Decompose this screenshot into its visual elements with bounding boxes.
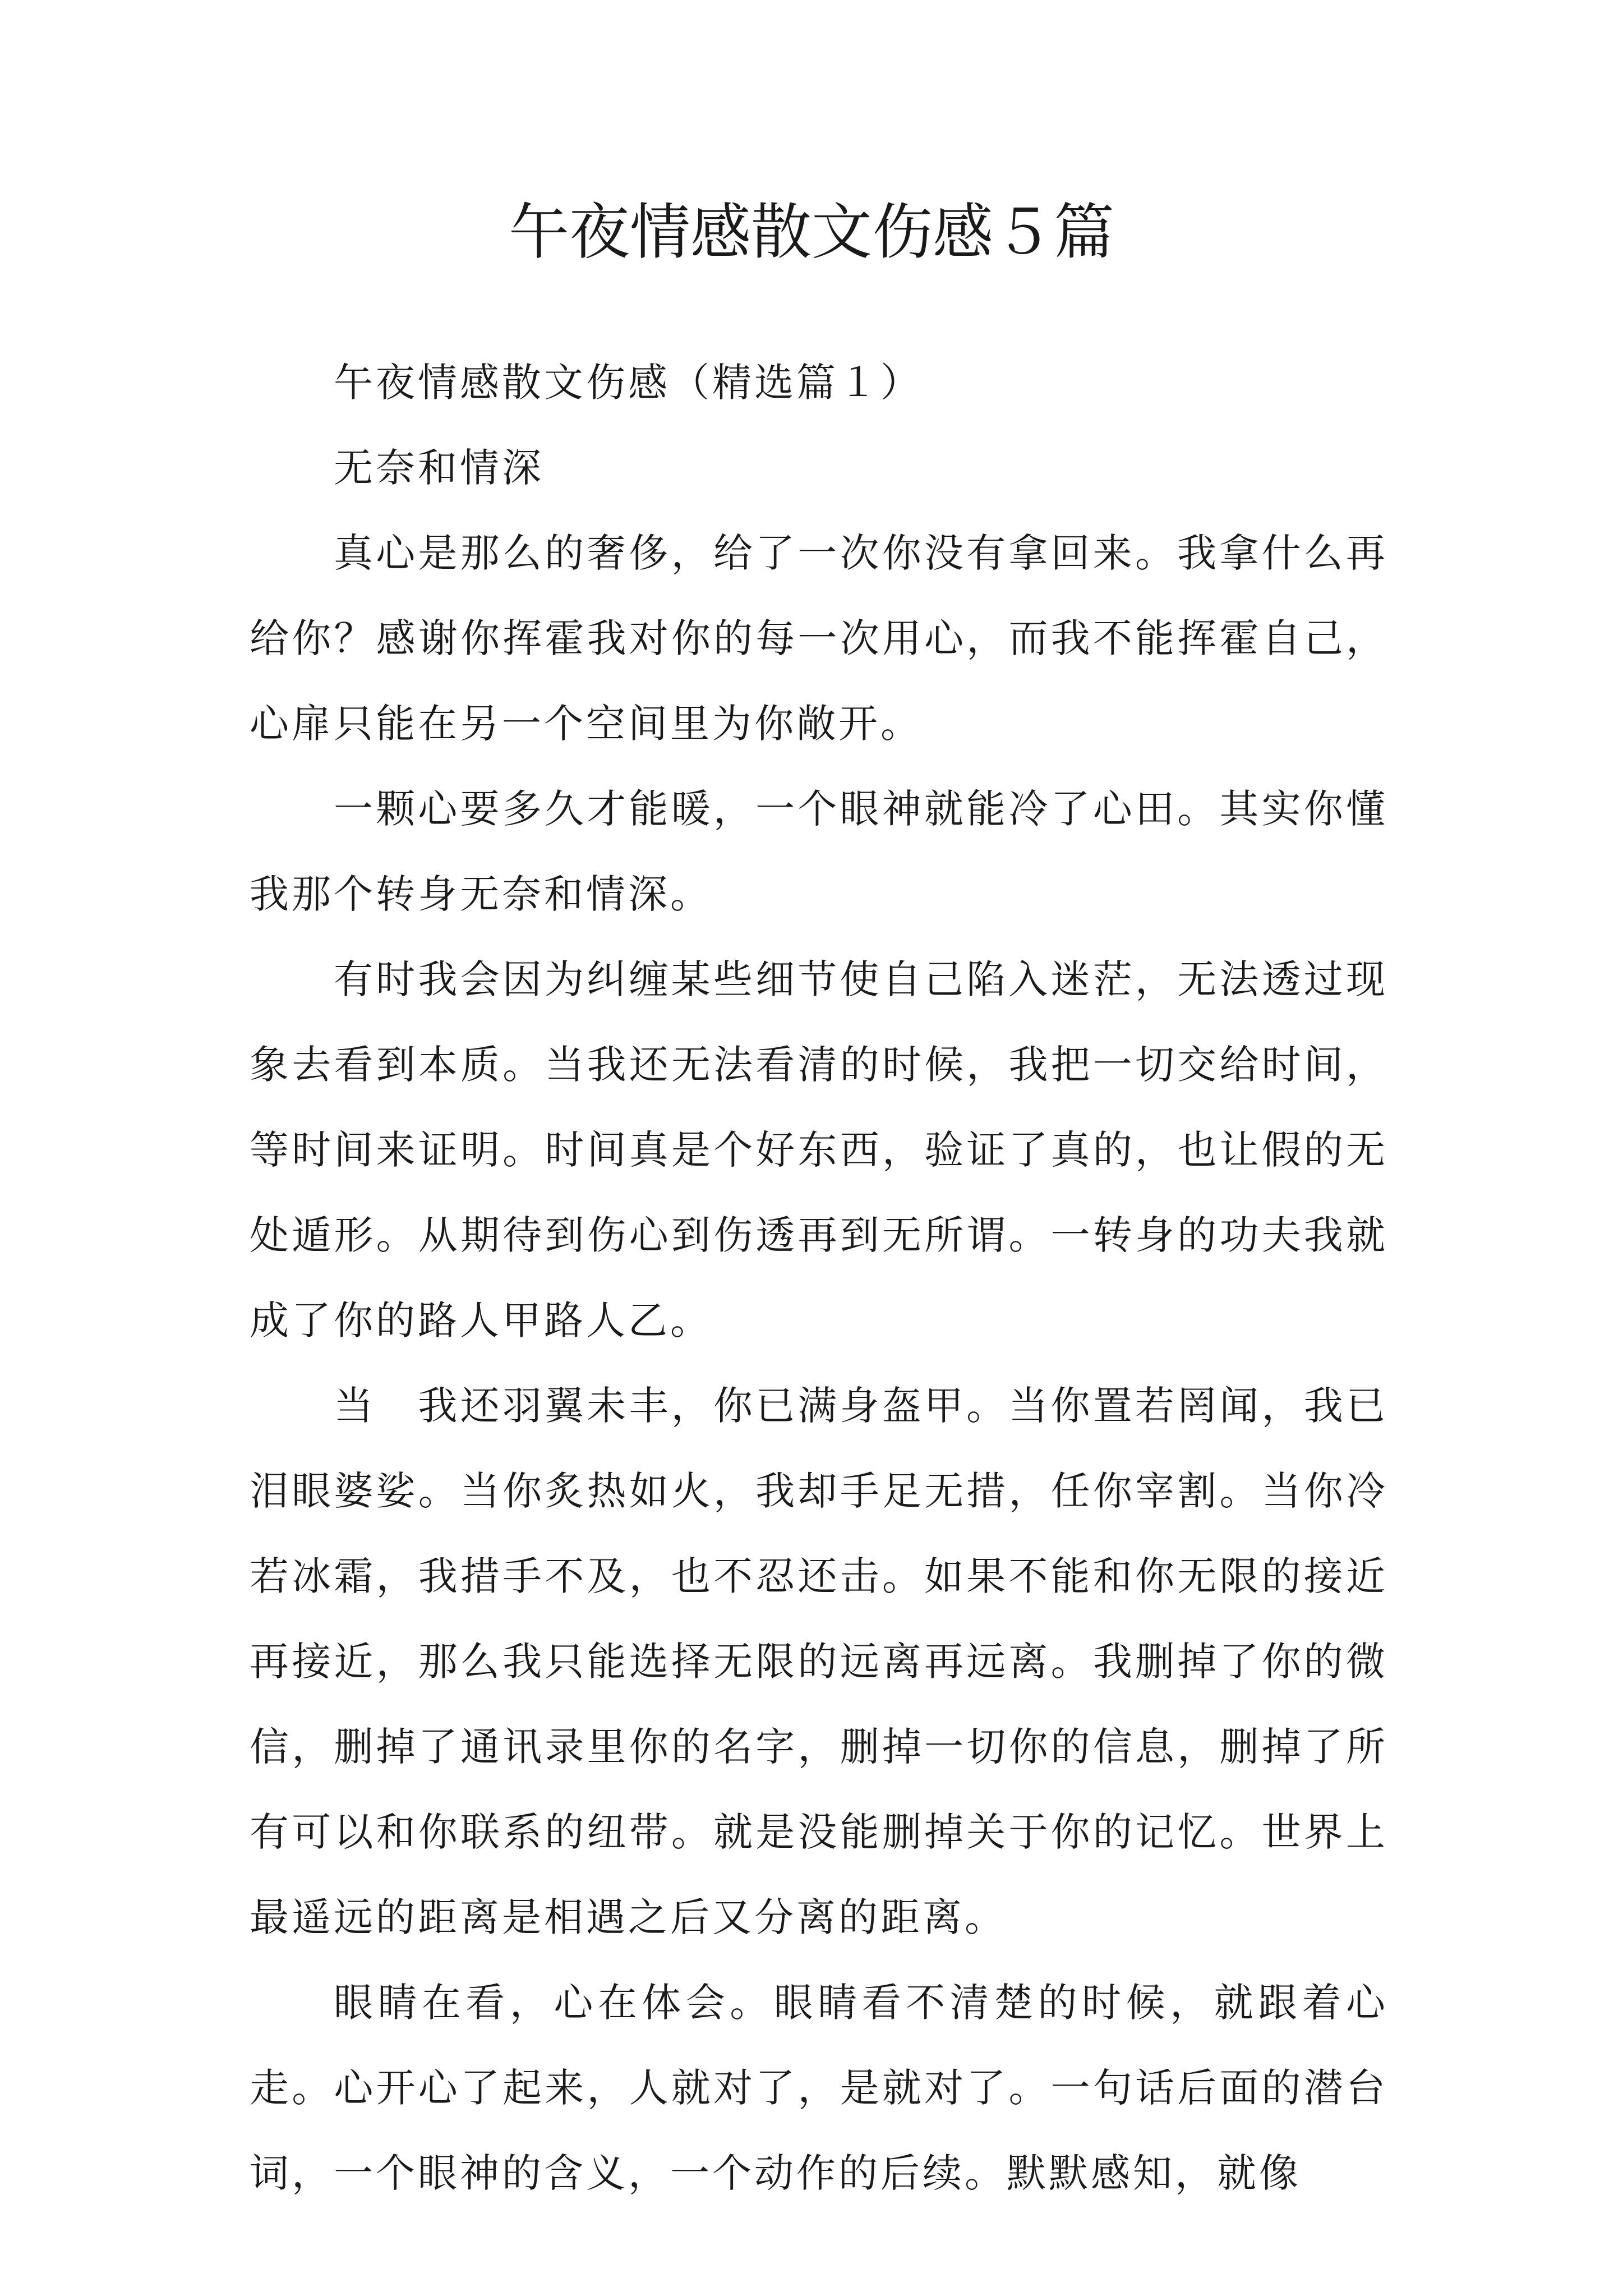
document-title: 午夜情感散文伤感５篇 bbox=[508, 197, 1114, 268]
paragraph: 有时我会因为纠缠某些细节使自己陷入迷茫，无法透过现象去看到本质。当我还无法看清的时候，我把一切交给时间，等时间来证明。时间真是个好东西，验证了真的，也让假的无处遁形。从期待到伤心到伤透再到无所谓。一转身的功夫我就成了你的路人甲路人乙。 bbox=[250, 956, 1388, 1343]
article-subtitle: 无奈和情深 bbox=[334, 445, 544, 491]
paragraph: 当 我还羽翼未丰，你已满身盔甲。当你置若罔闻，我已泪眼婆娑。当你炙热如火，我却手足无措，任你宰割。当你冷若冰霜，我措手不及，也不忍还击。如果不能和你无限的接近再接近，那么我只能选择无限的远离再远离。我删掉了你的微信，删掉了通讯录里你的名字，删掉一切你的信息，删掉了所有可以和你联系的纽带。就是没能删掉关于你的记忆。世界上最遥远的距离是相遇之后又分离的距离。 bbox=[250, 1383, 1388, 1940]
paragraph: 一颗心要多久才能暖，一个眼神就能冷了心田。其实你懂我那个转身无奈和情深。 bbox=[250, 786, 1388, 917]
document-body bbox=[250, 340, 1388, 2216]
section-heading: 午夜情感散文伤感（精选篇１） bbox=[334, 360, 923, 406]
paragraph: 真心是那么的奢侈，给了一次你没有拿回来。我拿什么再给你？感谢你挥霍我对你的每一次用心，而我不能挥霍自己，心扉只能在另一个空间里为你敞开。 bbox=[250, 530, 1388, 747]
paragraph: 眼睛在看，心在体会。眼睛看不清楚的时候，就跟着心走。心开心了起来，人就对了，是就对了。一句话后面的潜台词，一个眼神的含义，一个动作的后续。默默感知，就像 bbox=[250, 1980, 1388, 2196]
